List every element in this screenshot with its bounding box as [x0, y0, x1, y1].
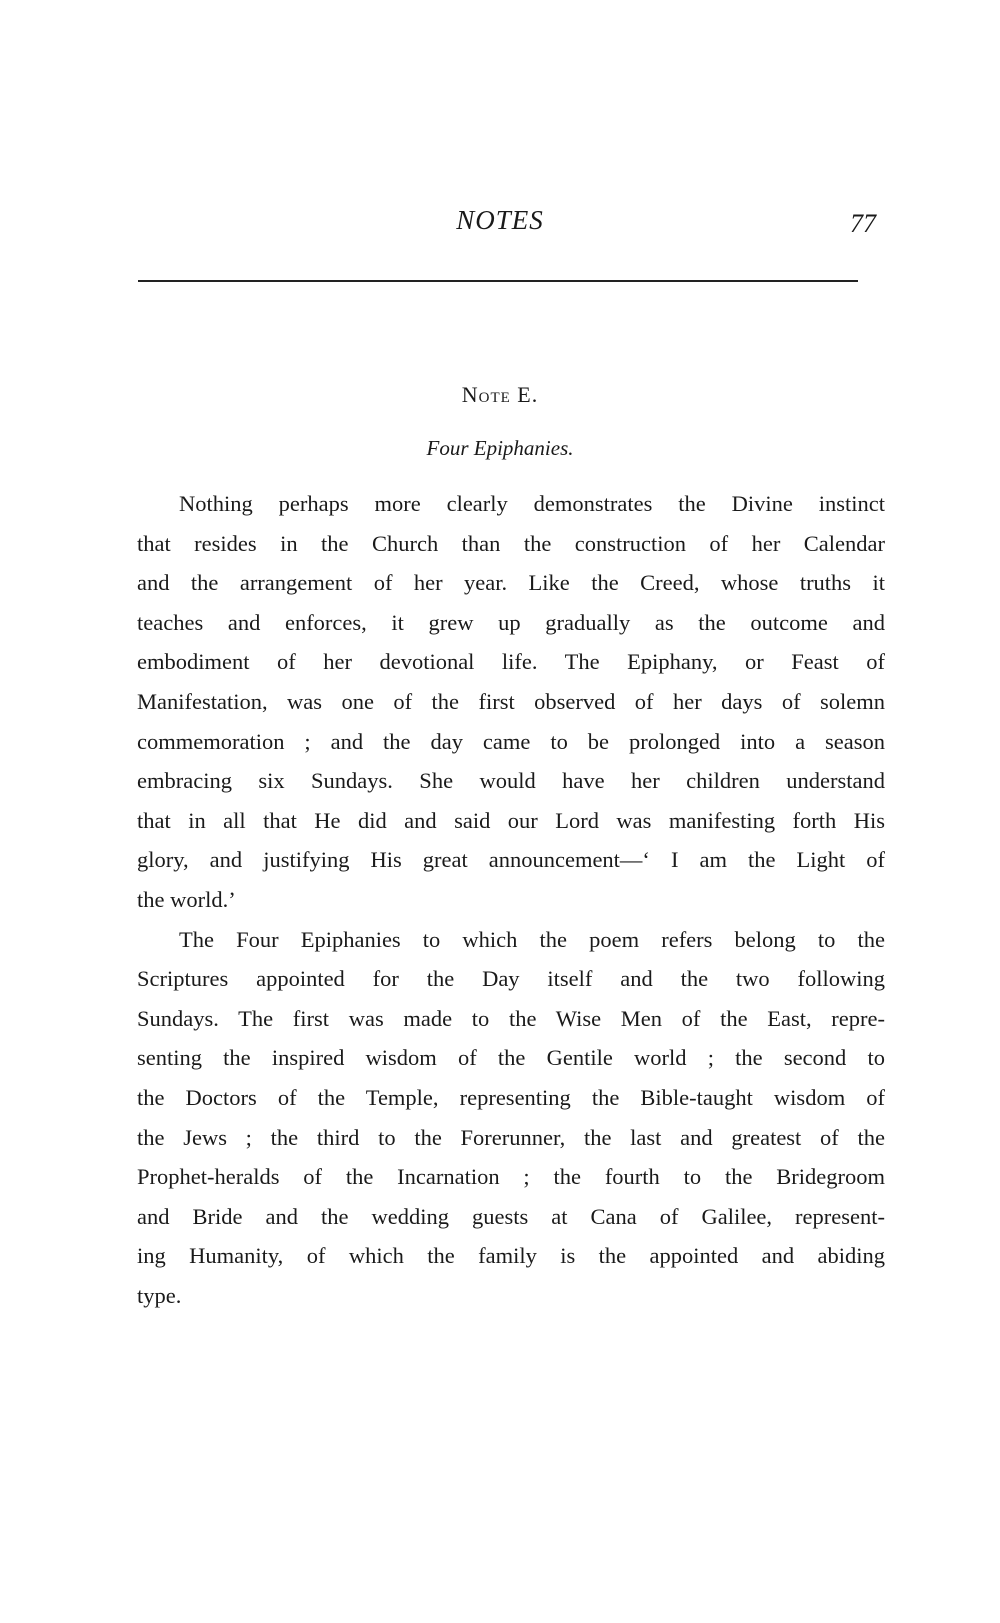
note-title: Note E.: [461, 382, 539, 407]
line-text: senting the inspired wisdom of the Gentile world ; the second to: [137, 1045, 885, 1071]
line-text: Nothing perhaps more clearly demonstrates the Divine instinct: [179, 491, 885, 516]
paragraph-line: [137, 1236, 885, 1276]
line-text: the Jews ; the third to the Forerunner, the last and greatest of the: [137, 1124, 885, 1150]
line-text: Scriptures appointed for the Day itself and the two following: [137, 966, 885, 992]
line-text: Sundays. The first was made to the Wise Men of the East, repre-: [137, 1005, 885, 1031]
line-text: the world.’: [137, 886, 236, 912]
paragraph-line: [137, 1078, 885, 1118]
paragraph-line: [137, 1038, 885, 1078]
line-text: Prophet-heralds of the Incarnation ; the fourth to the Bridegroom: [137, 1164, 885, 1190]
note-body: [137, 484, 885, 1315]
line-text: type.: [137, 1282, 182, 1308]
paragraph-line: [137, 603, 885, 643]
running-title: NOTES: [456, 205, 544, 235]
paragraph-line: [137, 1276, 885, 1316]
line-text: embodiment of her devotional life. The Epiphany, or Feast of: [137, 649, 885, 675]
line-text: Manifestation, was one of the first observed of her days of solemn: [137, 688, 885, 714]
paragraph-line: [137, 682, 885, 722]
paragraph-line: [137, 880, 885, 920]
paragraph-line: [137, 920, 885, 960]
line-text: and the arrangement of her year. Like the Creed, whose truths it: [137, 570, 885, 596]
line-text: commemoration ; and the day came to be prolonged into a season: [137, 728, 885, 754]
line-text: The Four Epiphanies to which the poem refers belong to the: [179, 926, 885, 952]
paragraph-line: [137, 722, 885, 762]
page-number: 77: [850, 209, 876, 238]
paragraph-line: [137, 1197, 885, 1237]
line-text: glory, and justifying His great announcement—‘ I am the Light of: [137, 847, 885, 873]
line-text: that in all that He did and said our Lord was manifesting forth His: [137, 807, 885, 833]
paragraph-line: [137, 761, 885, 801]
note-subtitle: Four Epiphanies.: [426, 436, 574, 460]
paragraph-line: [137, 999, 885, 1039]
paragraph-line: [137, 642, 885, 682]
line-text: teaches and enforces, it grew up gradually as the outcome and: [137, 609, 885, 635]
paragraph-line: [137, 563, 885, 603]
paragraph-line: [137, 1118, 885, 1158]
line-text: the Doctors of the Temple, representing the Bible-taught wisdom of: [137, 1084, 885, 1110]
header-rule: [138, 280, 858, 282]
line-text: and Bride and the wedding guests at Cana of Galilee, represent-: [137, 1203, 885, 1229]
paragraph-line: [137, 484, 885, 524]
paragraph-line: [137, 524, 885, 564]
line-text: ing Humanity, of which the family is the appointed and abiding: [137, 1243, 885, 1269]
paragraph-line: [137, 959, 885, 999]
paragraph-line: [137, 840, 885, 880]
paragraph-line: [137, 801, 885, 841]
paragraph-line: [137, 1157, 885, 1197]
line-text: that resides in the Church than the construction of her Calendar: [137, 530, 885, 556]
line-text: embracing six Sundays. She would have her children understand: [137, 768, 885, 794]
